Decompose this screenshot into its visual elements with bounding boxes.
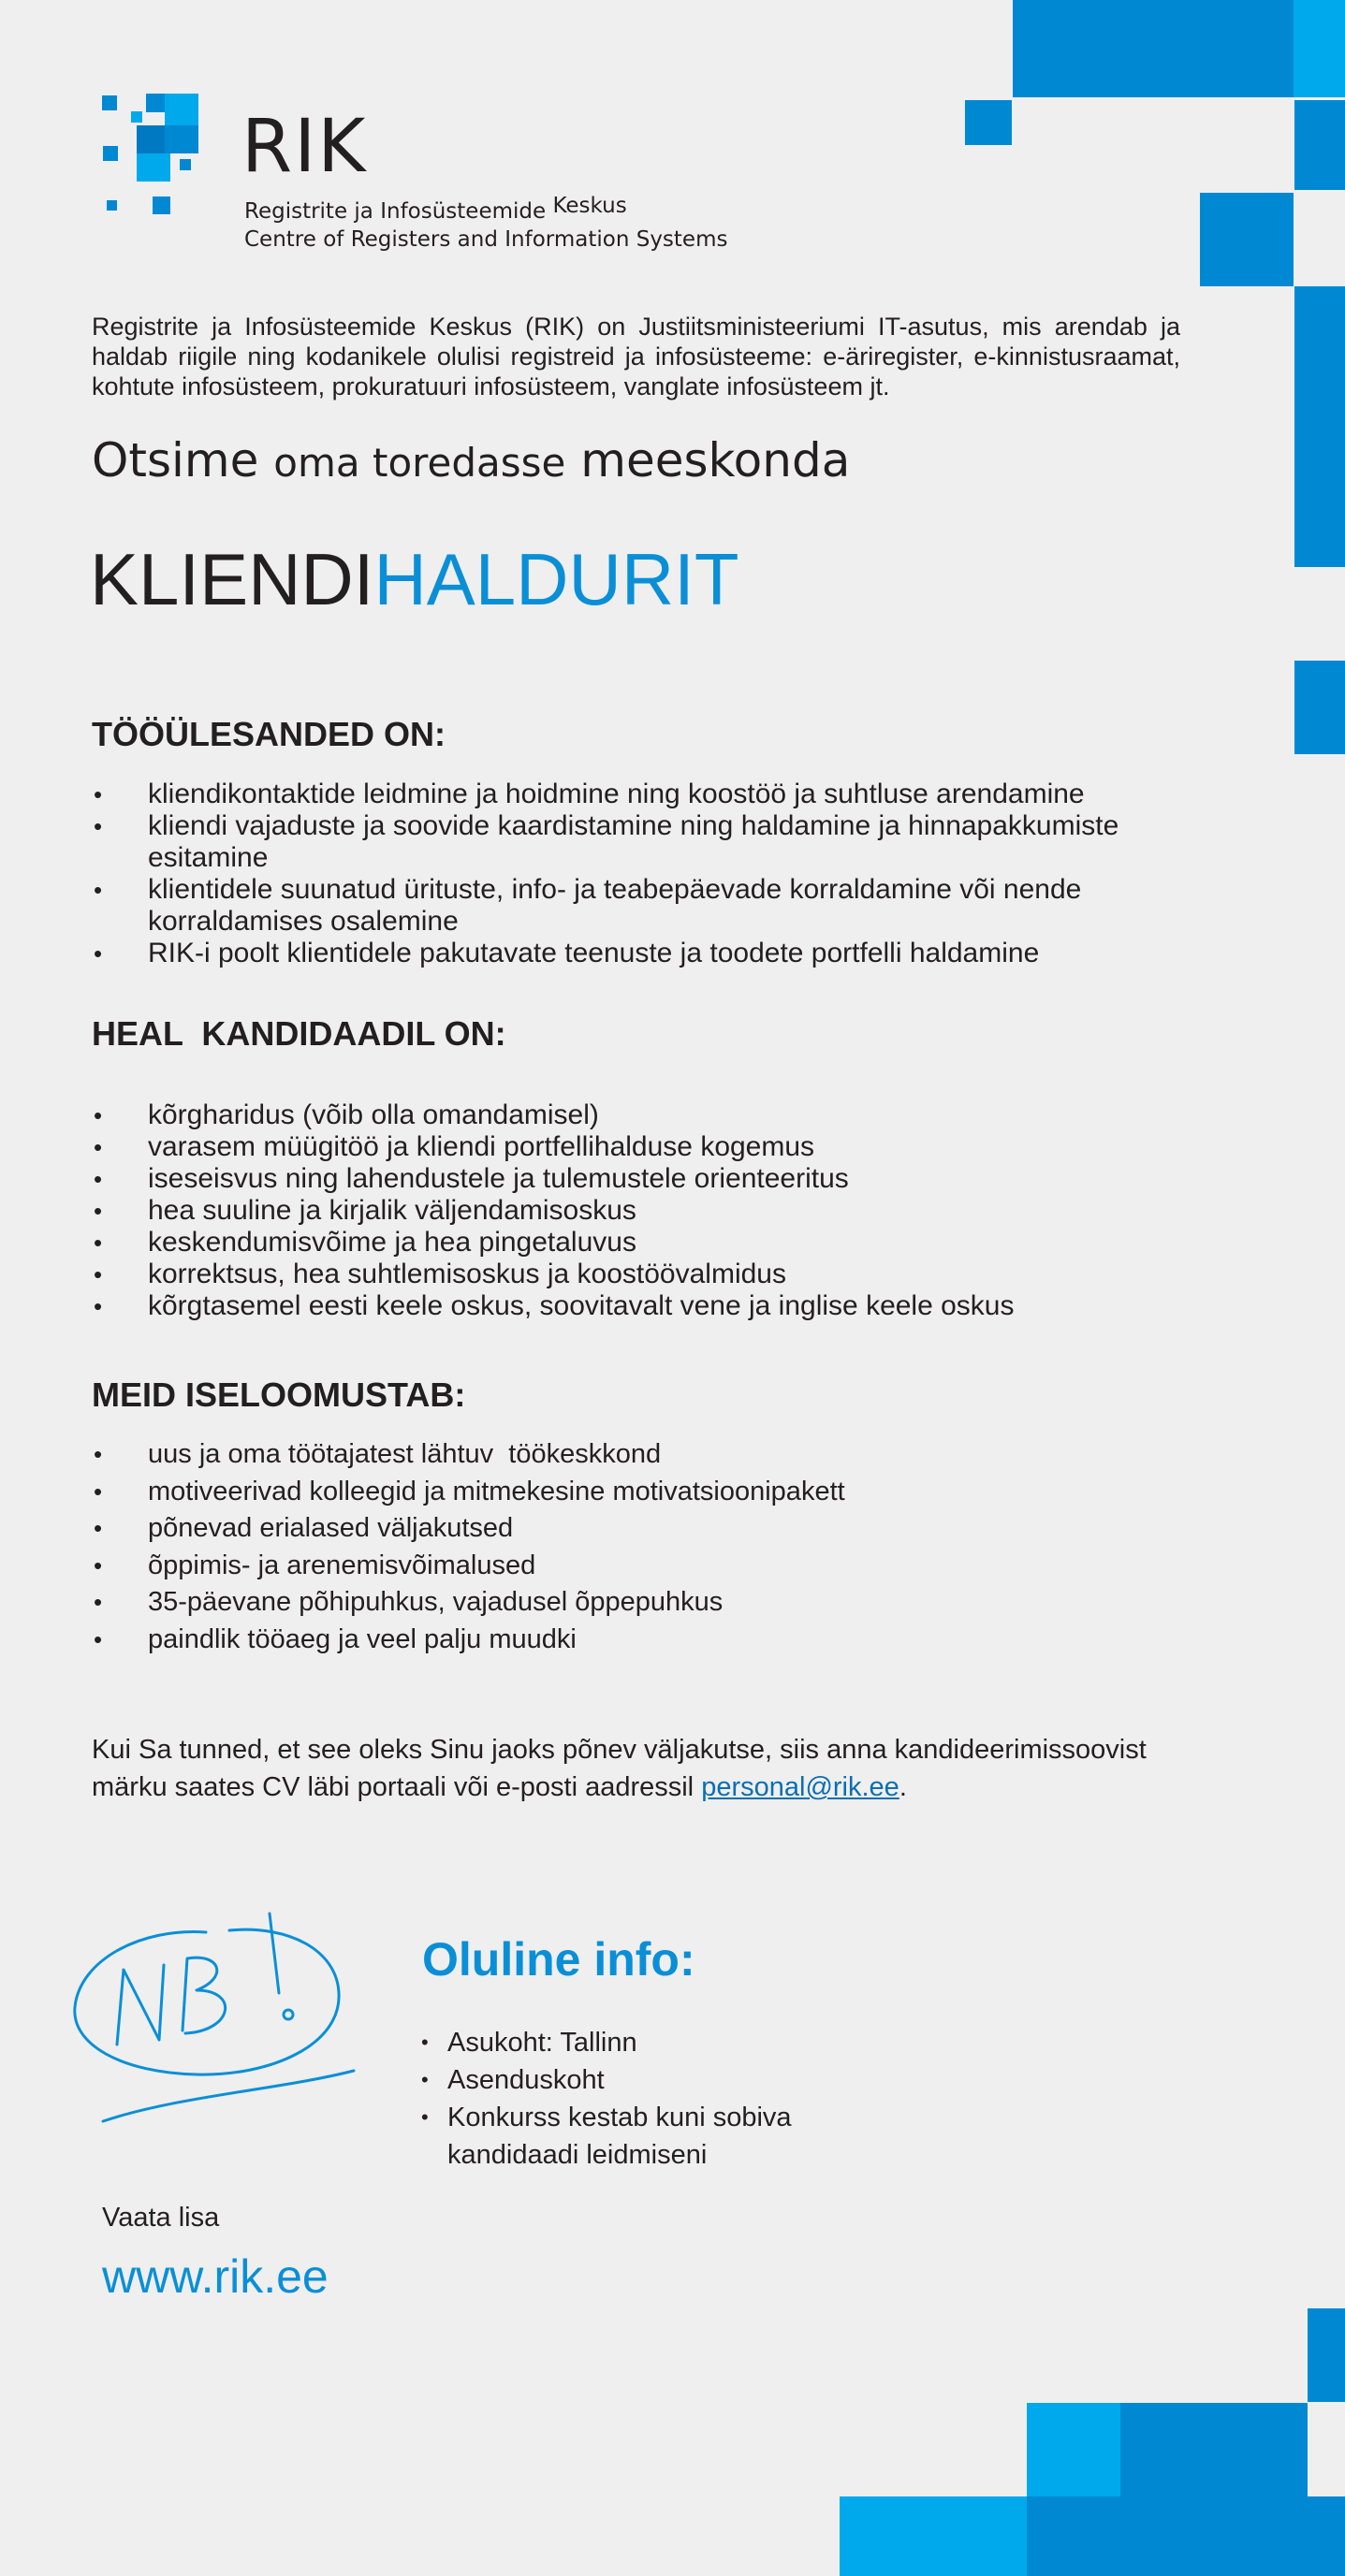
bullet-icon: •: [94, 876, 103, 904]
closing-text: Kui Sa tunned, et see oleks Sinu jaoks põnev väljakutse, siis anna kandideerimissoovist märku saates CV läbi portaali või e-posti aadressil: [92, 1735, 1147, 1802]
list-item: [92, 810, 1196, 874]
closing-paragraph: [92, 1731, 1196, 1806]
intro-paragraph: Registrite ja Infosüsteemide Keskus (RIK) on Justiitsministeeriumi IT-asutus, mis arendab ja haldab riigile ning kodanikele olulisi registreid ja infosüsteeme: e-äriregister, e-kinnistusraamat, kohtute infosüsteem, prokuratuuri infosüsteem, vanglate infosüsteem jt.: [92, 313, 1180, 400]
see-more-label: Vaata lisa: [102, 2203, 220, 2233]
list-item-text: põnevad erialased väljakutsed: [148, 1513, 514, 1543]
deco-block: [1027, 2403, 1120, 2496]
bullet-icon: •: [94, 1624, 103, 1653]
org-name-et-last: Keskus: [552, 194, 627, 218]
deco-block: [1294, 286, 1345, 567]
bullet-icon: •: [421, 2068, 429, 2091]
offer-list: [92, 1436, 1196, 1658]
list-item: [92, 1548, 1196, 1585]
list-item-text: motiveerivad kolleegid ja mitmekesine motivatsioonipakett: [148, 1476, 845, 1506]
list-item-text: kõrgtasemel eesti keele oskus, soovitavalt vene ja inglise keele oskus: [148, 1290, 1015, 1321]
bullet-icon: •: [94, 1588, 103, 1616]
logo-text: RIK: [241, 105, 368, 189]
list-item-text: uus ja oma töötajatest lähtuv töökeskkond: [148, 1439, 662, 1469]
list-item: [421, 2061, 908, 2099]
tagline-part3: meeskonda: [580, 433, 851, 488]
deco-block: [1294, 0, 1345, 97]
bullet-icon: •: [94, 812, 103, 840]
bullet-icon: •: [94, 1477, 103, 1506]
list-item-text: keskendumisvõime ja hea pingetaluvus: [148, 1227, 636, 1258]
deco-block: [1120, 2403, 1308, 2496]
list-item: [92, 1290, 1196, 1322]
list-item: [92, 1622, 1196, 1659]
list-item: [92, 1584, 1196, 1622]
list-item: [92, 874, 1196, 938]
deco-block: [965, 100, 1012, 145]
deco-block: [1200, 193, 1294, 286]
list-item-text: Asenduskoht: [447, 2065, 605, 2095]
list-item: [92, 1259, 1196, 1290]
list-item: [92, 938, 1196, 969]
list-item-text: Konkurss kestab kuni sobiva kandidaadi leidmiseni: [447, 2103, 792, 2170]
tagline-part1: Otsime: [92, 433, 259, 488]
deco-block: [1027, 2496, 1345, 2576]
tagline: [92, 433, 850, 488]
list-item-text: 35-päevane põhipuhkus, vajadusel õppepuhkus: [148, 1587, 724, 1617]
logo-mark: [99, 92, 226, 218]
duties-heading: TÖÖÜLESANDED ON:: [92, 715, 446, 753]
bullet-icon: •: [94, 1165, 103, 1193]
job-title-accent: HALDURIT: [373, 538, 739, 620]
duties-list: [92, 779, 1196, 969]
candidate-list: [92, 1099, 1196, 1322]
job-title-dark: KLIENDI: [90, 538, 374, 620]
bullet-icon: •: [94, 1133, 103, 1161]
deco-block: [1294, 661, 1345, 754]
offer-heading: MEID ISELOOMUSTAB:: [92, 1375, 466, 1414]
list-item: [92, 779, 1196, 810]
bullet-icon: •: [94, 939, 103, 968]
list-item-text: kliendi vajaduste ja soovide kaardistamine ning haldamine ja hinnapakkumiste esitamine: [148, 810, 1119, 873]
bullet-icon: •: [94, 1229, 103, 1257]
email-link[interactable]: personal@rik.ee: [701, 1772, 899, 1802]
list-item-text: kliendikontaktide leidmine ja hoidmine ning koostöö ja suhtluse arendamine: [148, 779, 1085, 809]
info-heading: Oluline info:: [422, 1933, 695, 1986]
bullet-icon: •: [94, 780, 103, 808]
deco-block: [1013, 0, 1294, 97]
org-name-et-main: Registrite ja Infosüsteemide: [244, 199, 547, 224]
candidate-heading: HEAL KANDIDAADIL ON:: [92, 1014, 506, 1053]
list-item: [92, 1099, 1196, 1131]
job-title: [90, 538, 739, 620]
bullet-icon: •: [94, 1197, 103, 1225]
closing-end: .: [899, 1772, 907, 1802]
bullet-icon: •: [94, 1550, 103, 1579]
deco-block: [1294, 100, 1345, 190]
list-item: [92, 1163, 1196, 1195]
list-item-text: õppimis- ja arenemisvõimalused: [148, 1550, 536, 1580]
nb-graphic: [66, 1904, 365, 2129]
bullet-icon: •: [94, 1440, 103, 1468]
bullet-icon: •: [421, 2105, 429, 2129]
list-item: [92, 1474, 1196, 1511]
list-item-text: kõrgharidus (võib olla omandamisel): [148, 1099, 599, 1130]
website-link[interactable]: www.rik.ee: [102, 2250, 329, 2303]
list-item: [92, 1227, 1196, 1259]
list-item: [92, 1195, 1196, 1227]
deco-block: [1308, 2308, 1345, 2402]
list-item-text: klientidele suunatud ürituste, info- ja teabepäevade korraldamine või nende korraldamises osalemine: [148, 874, 1082, 937]
list-item-text: paindlik tööaeg ja veel palju muudki: [148, 1623, 577, 1654]
bullet-icon: •: [94, 1292, 103, 1320]
list-item-text: RIK-i poolt klientidele pakutavate teenuste ja toodete portfelli haldamine: [148, 938, 1040, 968]
list-item: [92, 1131, 1196, 1163]
bullet-icon: •: [94, 1260, 103, 1288]
list-item-text: varasem müügitöö ja kliendi portfellihalduse kogemus: [148, 1131, 815, 1162]
list-item: [421, 2099, 908, 2174]
info-list: [421, 2024, 908, 2174]
tagline-part2: oma toredasse: [273, 440, 566, 486]
list-item: [92, 1436, 1196, 1474]
org-name-en: Centre of Registers and Information Systems: [244, 227, 728, 252]
list-item-text: iseseisvus ning lahendustele ja tulemustele orienteeritus: [148, 1163, 849, 1194]
bullet-icon: •: [421, 2030, 429, 2054]
deco-block: [840, 2496, 1027, 2576]
list-item-text: hea suuline ja kirjalik väljendamisoskus: [148, 1195, 636, 1226]
bullet-icon: •: [94, 1514, 103, 1542]
list-item: [421, 2024, 908, 2061]
list-item-text: Asukoht: Tallinn: [447, 2028, 637, 2058]
org-name-et: [244, 194, 627, 224]
list-item: [92, 1510, 1196, 1548]
bullet-icon: •: [94, 1101, 103, 1129]
list-item-text: korrektsus, hea suhtlemisoskus ja koostöövalmidus: [148, 1259, 786, 1289]
